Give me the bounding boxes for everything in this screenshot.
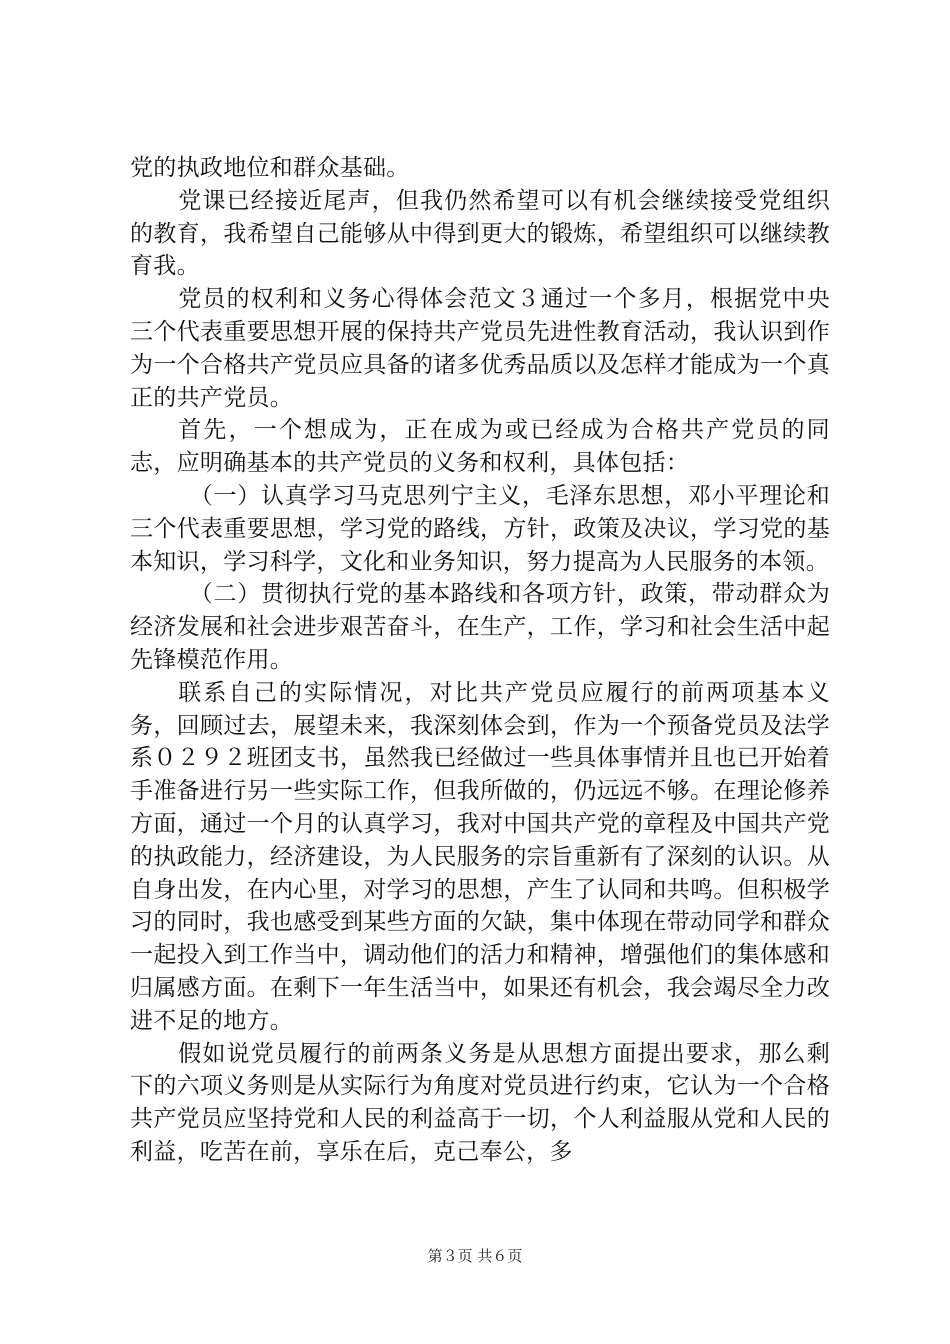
page-footer (0, 1245, 950, 1266)
paragraph-6: （二）贯彻执行党的基本路线和各项方针，政策，带动群众为经济发展和社会进步艰苦奋斗，在生产，工作，学习和社会生活中起先锋模范作用。 (130, 581, 830, 673)
page-number-label: 第３页 共６页 (427, 1247, 523, 1265)
paragraph-5: （一）认真学习马克思列宁主义，毛泽东思想，邓小平理论和三个代表重要思想，学习党的路线，方针，政策及决议，学习党的基本知识，学习科学，文化和业务知识，努力提高为人民服务的本领。 (130, 482, 830, 575)
paragraph-2: 党课已经接近尾声，但我仍然希望可以有机会继续接受党组织的教育，我希望自己能够从中得到更大的锻炼，希望组织可以继续教育我。 (130, 187, 830, 280)
document-body (130, 152, 830, 1169)
paragraph-4: 首先，一个想成为，正在成为或已经成为合格共产党员的同志，应明确基本的共产党员的义务和权利，具体包括： (130, 417, 830, 477)
paragraph-3: 党员的权利和义务心得体会范文３通过一个多月，根据党中央三个代表重要思想开展的保持共产党员先进性教育活动，我认识到作为一个合格共产党员应具备的诸多优秀品质以及怎样才能成为一个真正的共产党员。 (130, 286, 830, 411)
paragraph-8: 假如说党员履行的前两条义务是从思想方面提出要求，那么剩下的六项义务则是从实际行为角度对党员进行约束，它认为一个合格共产党员应坚持党和人民的利益高于一切，个人利益服从党和人民的利益，吃苦在前，享乐在后，克己奉公，多 (130, 1040, 830, 1165)
paragraph-1: 党的执政地位和群众基础。 (130, 155, 410, 181)
paragraph-7: 联系自己的实际情况，对比共产党员应履行的前两项基本义务，回顾过去，展望未来，我深刻体会到，作为一个预备党员及法学系０２９２班团支书，虽然我已经做过一些具体事情并且也已开始着手准备进行另一些实际工作，但我所做的，仍远远不够。在理论修养方面，通过一个月的认真学习，我对中国共产党的章程及中国共产党的执政能力，经济建设，为人民服务的宗旨重新有了深刻的认识。从自身出发，在内心里，对学习的思想，产生了认同和共鸣。但积极学习的同时，我也感受到某些方面的欠缺，集中体现在带动同学和群众一起投入到工作当中，调动他们的活力和精神，增强他们的集体感和归属感方面。在剩下一年生活当中，如果还有机会，我会竭尽全力改进不足的地方。 (130, 679, 830, 1034)
